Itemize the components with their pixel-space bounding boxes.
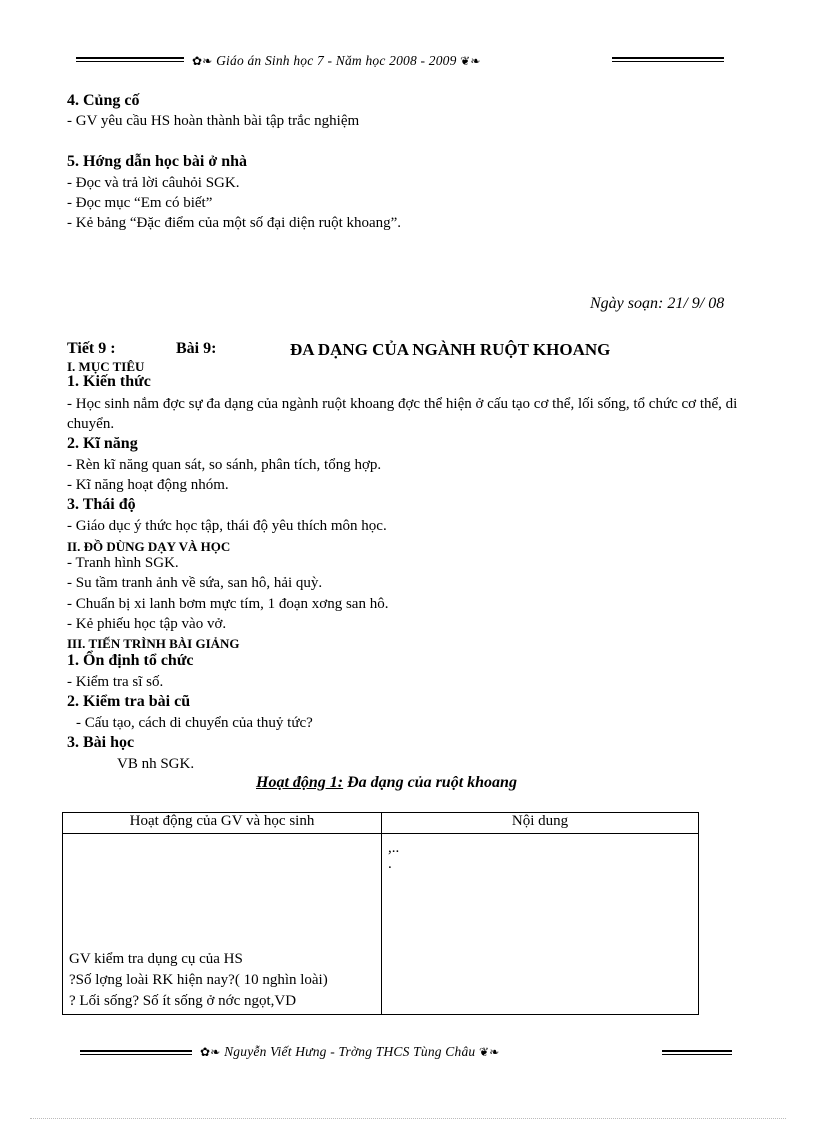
teacher-student-activity-cell	[63, 834, 382, 1015]
section-4-title: 4. Củng cố	[67, 92, 140, 109]
header-text: Giáo án Sinh học 7 - Năm học 2008 - 2009	[216, 53, 457, 68]
old-lesson-check-question: - Cấu tạo, cách di chuyển của thuỷ tức?	[76, 715, 313, 731]
materials-item: - Su tầm tranh ảnh về sứa, san hô, hải quỳ.	[67, 575, 323, 591]
footer-rule-right	[662, 1050, 732, 1055]
ornament-icon: ❦❧	[478, 1045, 500, 1059]
page-header	[192, 53, 481, 69]
activity-line: ? Lối sống? Số ít sống ở nớc ngọt,VD	[69, 993, 297, 1009]
footer-text: Nguyễn Viết Hưng - Trờng THCS Tùng Châu	[224, 1044, 476, 1059]
content-line: .	[388, 856, 392, 872]
attitude-text: - Giáo dục ý thức học tập, thái độ yêu thích môn học.	[67, 518, 387, 534]
materials-item: - Chuẩn bị xi lanh bơm mực tím, 1 đoạn xơng san hô.	[67, 596, 389, 612]
part-1-title: I. MỤC TIÊU	[67, 359, 145, 374]
table-header-cell: Nội dung	[382, 813, 699, 834]
header-rule-left	[76, 57, 184, 62]
footer-rule-left	[80, 1050, 192, 1055]
page-bottom-divider	[30, 1118, 786, 1119]
knowledge-text: - Học sinh nắm đợc sự đa dạng của ngành ruột khoang đợc thể hiện ở cấu tạo cơ thể, lối sống, tổ chức cơ thể, di chuyển.	[67, 396, 738, 432]
prep-date: Ngày soạn: 21/ 9/ 08	[590, 295, 725, 312]
section-5-item: - Đọc và trả lời câuhỏi SGK.	[67, 175, 240, 191]
skills-title: 2. Kĩ năng	[67, 435, 138, 452]
content-line: ,..	[388, 840, 400, 856]
table-row	[63, 834, 699, 1015]
table-header-cell: Hoạt động của GV và học sinh	[63, 813, 382, 834]
section-5-title: 5. Hớng dẫn học bài ở nhà	[67, 153, 247, 170]
activity-title: Đa dạng của ruột khoang	[343, 774, 517, 791]
lesson-period: Tiết 9 :	[67, 340, 116, 357]
activity-label: Hoạt động 1:	[256, 774, 344, 791]
content-cell	[382, 834, 699, 1015]
section-4-item: - GV yêu cầu HS hoàn thành bài tập trắc nghiệm	[67, 113, 360, 129]
organization-title: 1. Ổn định tổ chức	[67, 652, 194, 669]
activity-table	[62, 812, 699, 1015]
ornament-icon: ✿❧	[192, 54, 213, 68]
table-header-row	[63, 813, 699, 834]
header-rule-right	[612, 57, 724, 62]
skills-item: - Rèn kĩ năng quan sát, so sánh, phân tích, tổng hợp.	[67, 457, 382, 473]
skills-item: - Kĩ năng hoạt động nhóm.	[67, 477, 229, 493]
page-footer	[200, 1044, 499, 1060]
part-2-title: II. ĐỒ DÙNG DẠY VÀ HỌC	[67, 539, 231, 554]
part-3-title: III. TIẾN TRÌNH BÀI GIẢNG	[67, 636, 240, 651]
section-5-item: - Đọc mục “Em có biết”	[67, 195, 213, 211]
lesson-intro: VB nh SGK.	[117, 756, 195, 772]
knowledge-title: 1. Kiến thức	[67, 373, 151, 390]
lesson-number: Bài 9:	[176, 340, 217, 357]
organization-text: - Kiểm tra sĩ số.	[67, 674, 164, 690]
lesson-title: ĐA DẠNG CỦA NGÀNH RUỘT KHOANG	[290, 340, 611, 359]
materials-item: - Kẻ phiếu học tập vào vở.	[67, 616, 227, 632]
attitude-title: 3. Thái độ	[67, 496, 136, 513]
lesson-section-title: 3. Bài học	[67, 734, 135, 751]
materials-item: - Tranh hình SGK.	[67, 555, 179, 571]
section-5-item: - Kẻ bảng “Đặc điểm của một số đại diện ruột khoang”.	[67, 215, 402, 231]
ornament-icon: ✿❧	[200, 1045, 221, 1059]
activity-line: ?Số lợng loài RK hiện nay?( 10 nghìn loài)	[69, 972, 328, 988]
ornament-icon: ❦❧	[460, 54, 481, 68]
activity-heading	[256, 774, 517, 792]
activity-line: GV kiểm tra dụng cụ của HS	[69, 951, 243, 967]
old-lesson-check-title: 2. Kiểm tra bài cũ	[67, 693, 191, 710]
